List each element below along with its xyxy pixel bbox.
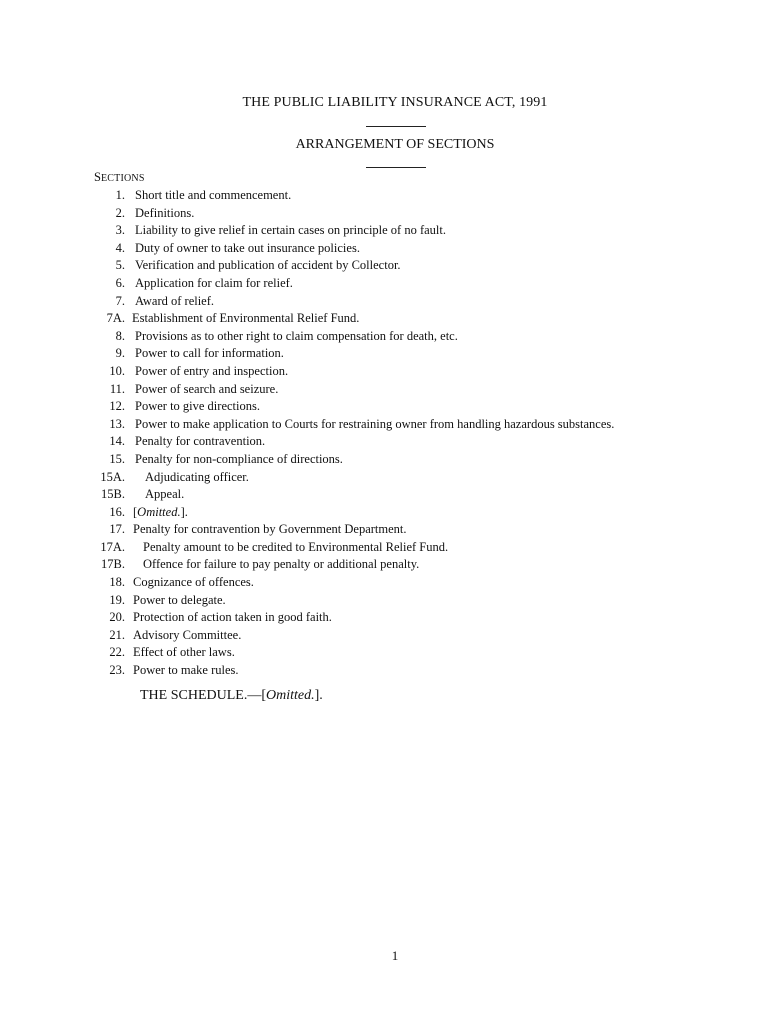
section-number: 1. (115, 188, 125, 202)
section-row (0, 486, 770, 504)
section-title: Application for claim for relief. (135, 275, 293, 290)
title-divider (366, 126, 426, 127)
section-title-open: [ (133, 504, 138, 519)
section-row (0, 574, 770, 592)
section-number: 5. (115, 258, 125, 273)
section-row (0, 451, 770, 469)
section-number: 7A. (106, 311, 125, 326)
section-number: 17B. (101, 557, 125, 572)
section-title: Liability to give relief in certain cases on principle of no fault. (135, 223, 447, 238)
schedule-prefix: THE SCHEDULE.—[ (140, 688, 266, 703)
section-title: Power to call for information. (135, 346, 284, 361)
section-number: 13. (109, 416, 125, 431)
section-number: 17A. (100, 539, 125, 554)
section-title: Power of entry and inspection. (135, 363, 289, 378)
section-number: 16. (109, 504, 125, 519)
section-number: 23. (109, 663, 125, 678)
section-row (0, 222, 770, 240)
section-number: 15. (109, 451, 125, 466)
section-row (0, 592, 770, 610)
section-title: Cognizance of offences. (133, 575, 254, 590)
section-title: Power to make rules. (133, 663, 239, 678)
section-title: Effect of other laws. (133, 645, 235, 660)
section-row (0, 257, 770, 275)
schedule-suffix: ]. (314, 688, 323, 703)
section-row (0, 205, 770, 223)
section-title: Offence for failure to pay penalty or additional penalty. (143, 557, 420, 572)
section-number: 22. (109, 645, 125, 660)
section-row (0, 363, 770, 381)
section-number: 14. (109, 434, 125, 449)
section-row (0, 539, 770, 557)
section-number: 6. (115, 275, 125, 290)
section-title: Short title and commencement. (135, 188, 292, 202)
section-row (0, 398, 770, 416)
section-row (0, 627, 770, 645)
section-title-close: ]. (180, 504, 188, 519)
section-number: 15A. (100, 469, 125, 484)
section-title: Advisory Committee. (133, 627, 242, 642)
section-title: Power of search and seizure. (135, 381, 279, 396)
section-row (0, 556, 770, 574)
section-title: Verification and publication of accident by Collector. (135, 258, 401, 273)
section-number: 18. (109, 575, 125, 590)
section-title: Penalty amount to be credited to Environmental Relief Fund. (143, 539, 449, 554)
section-title: Power to delegate. (133, 592, 226, 607)
section-row (0, 521, 770, 539)
section-title: Penalty for contravention by Government Department. (133, 522, 407, 537)
section-number: 7. (115, 293, 125, 308)
section-title (133, 504, 188, 522)
section-number: 19. (109, 592, 125, 607)
sections-label-initial: S (94, 170, 101, 184)
section-row (0, 275, 770, 293)
section-title: Penalty for non-compliance of directions. (135, 451, 343, 466)
section-title: Protection of action taken in good faith. (133, 610, 332, 625)
section-title-omitted: Omitted. (137, 504, 181, 519)
section-row (0, 504, 770, 522)
arrangement-heading: ARRANGEMENT OF SECTIONS (295, 137, 495, 152)
section-title: Award of relief. (135, 293, 215, 308)
section-number: 9. (115, 346, 125, 361)
section-row (0, 187, 770, 205)
section-title: Penalty for contravention. (135, 434, 266, 449)
section-row (0, 662, 770, 680)
sections-label (94, 170, 145, 185)
section-title: Appeal. (145, 487, 185, 502)
section-title: Power to give directions. (135, 399, 260, 414)
section-number: 20. (109, 610, 125, 625)
section-number: 4. (115, 240, 125, 255)
section-row (0, 469, 770, 487)
section-list (0, 187, 770, 680)
section-number: 15B. (101, 487, 125, 502)
section-number: 3. (115, 223, 125, 238)
section-title: Definitions. (135, 205, 195, 220)
sections-label-rest: ECTIONS (100, 173, 145, 184)
heading-divider (366, 167, 426, 168)
document-title: THE PUBLIC LIABILITY INSURANCE ACT, 1991 (242, 95, 548, 110)
section-number: 17. (109, 522, 125, 537)
section-title: Adjudicating officer. (145, 469, 249, 484)
section-title: Provisions as to other right to claim compensation for death, etc. (135, 328, 458, 343)
schedule-omitted: Omitted. (266, 688, 315, 703)
section-row (0, 328, 770, 346)
section-title: Duty of owner to take out insurance policies. (135, 240, 360, 255)
section-number: 10. (109, 363, 125, 378)
section-number: 21. (109, 627, 125, 642)
page-number: 1 (391, 948, 399, 963)
section-row (0, 644, 770, 662)
section-title: Establishment of Environmental Relief Fund. (132, 311, 360, 326)
section-row (0, 345, 770, 363)
section-row (0, 416, 770, 434)
section-row (0, 609, 770, 627)
section-row (0, 310, 770, 328)
section-number: 8. (115, 328, 125, 343)
schedule-line (140, 688, 323, 704)
section-number: 11. (109, 381, 125, 396)
section-number: 2. (115, 205, 125, 220)
section-row (0, 240, 770, 258)
section-row (0, 381, 770, 399)
section-row (0, 433, 770, 451)
section-number: 12. (109, 399, 125, 414)
section-row (0, 293, 770, 311)
section-title: Power to make application to Courts for restraining owner from handling hazardous substances. (135, 416, 615, 431)
